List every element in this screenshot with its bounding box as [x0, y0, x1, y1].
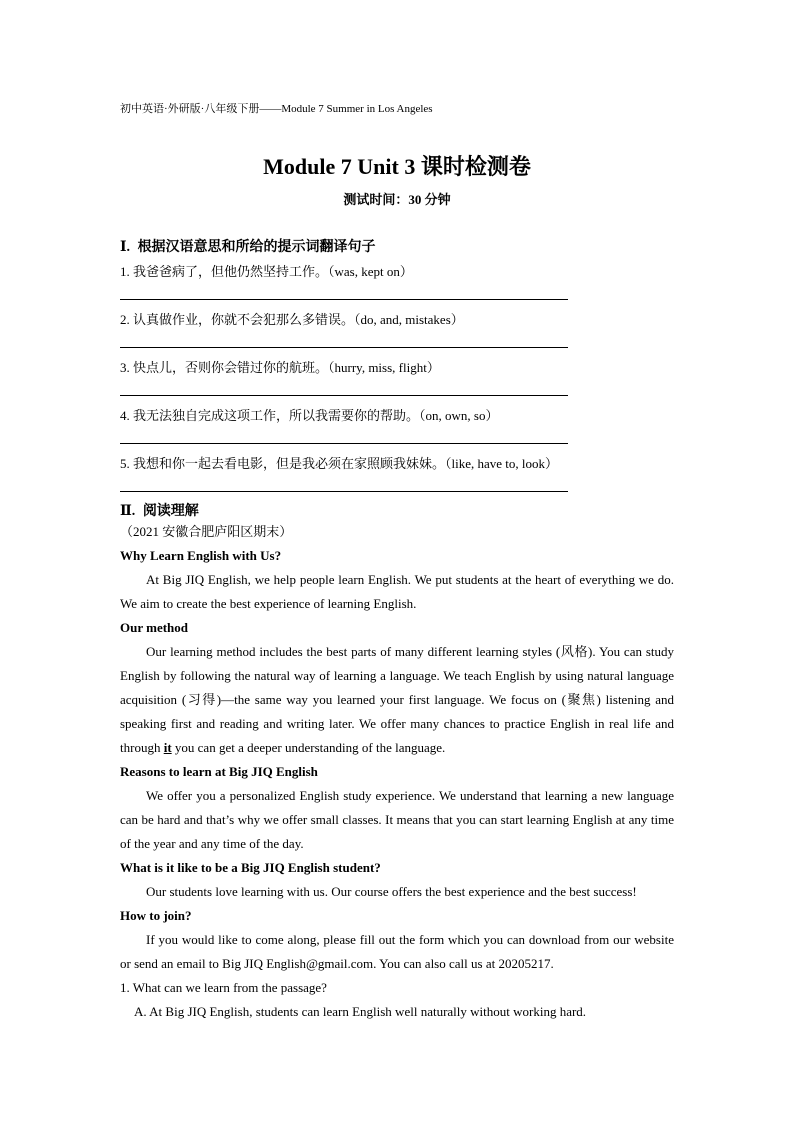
underlined-word-it: it [163, 740, 172, 755]
translation-question-4: 4. 我无法独自完成这项工作，所以我需要你的帮助。（on, own, so） [120, 408, 499, 423]
paragraph-2 [120, 640, 674, 760]
passage-title: Why Learn English with Us? [120, 548, 282, 563]
heading-student: What is it like to be a Big JIQ English student? [120, 860, 381, 875]
section-1-title: 根据汉语意思和所给的提示词翻译句子 [137, 240, 376, 255]
paragraph-3: We offer you a personalized English study experience. We understand that learning a new language can be hard and that’s why we offer small classes. It means that you can start learning English at any time of the year and any time of the day. [120, 788, 674, 851]
answer-line-2[interactable] [120, 347, 568, 348]
answer-line-5[interactable] [120, 491, 568, 492]
section-2-title: 阅读理解 [142, 504, 199, 519]
reading-question-1: 1. What can we learn from the passage? [120, 980, 327, 995]
section-1-number: Ⅰ. [120, 240, 131, 255]
heading-our-method: Our method [120, 620, 189, 635]
translation-question-3: 3. 快点儿，否则你会错过你的航班。（hurry, miss, flight） [120, 360, 440, 375]
paragraph-2-text-b: you can get a deeper understanding of the language. [171, 740, 446, 755]
paragraph-4: Our students love learning with us. Our course offers the best experience and the best success! [146, 884, 637, 899]
paragraph-1: At Big JIQ English, we help people learn English. We put students at the heart of everything we do. We aim to create the best experience of learning English. [120, 572, 674, 611]
section-2-number: Ⅱ. [120, 504, 136, 519]
translation-question-1: 1. 我爸爸病了，但他仍然坚持工作。（was, kept on） [120, 264, 413, 279]
document-header: 初中英语·外研版·八年级下册——Module 7 Summer in Los Angeles [120, 103, 433, 115]
heading-how-to-join: How to join? [120, 908, 192, 923]
translation-question-2: 2. 认真做作业，你就不会犯那么多错误。（do, and, mistakes） [120, 312, 464, 327]
reading-question-1-option-a[interactable]: A. At Big JIQ English, students can learn English well naturally without working hard. [134, 1004, 587, 1019]
reading-passage [120, 520, 674, 1024]
answer-line-3[interactable] [120, 395, 568, 396]
translation-question-5: 5. 我想和你一起去看电影，但是我必须在家照顾我妹妹。（like, have to, look） [120, 456, 559, 471]
paragraph-2-text-a: Our learning method includes the best parts of many different learning styles (风格). You can study English by following the natural way of learning a language. We teach English by using natural language acquisition (习得)—the same way you learned your first language. We focus on (聚焦) listening and speaking first and reading and writing later. We offer many chances to practice English in real life and through [120, 644, 674, 755]
section-1-heading [120, 236, 376, 256]
heading-reasons: Reasons to learn at Big JIQ English [120, 764, 318, 779]
passage-source: （2021 安徽合肥庐阳区期末） [120, 524, 293, 539]
answer-line-4[interactable] [120, 443, 568, 444]
section-2-heading [120, 500, 199, 520]
test-time: 测试时间：30 分钟 [343, 192, 451, 207]
page-title: Module 7 Unit 3 课时检测卷 [263, 154, 531, 179]
answer-line-1[interactable] [120, 299, 568, 300]
paragraph-5: If you would like to come along, please fill out the form which you can download from our website or send an email to Big JIQ English@gmail.com. You can also call us at 20205217. [120, 932, 674, 971]
